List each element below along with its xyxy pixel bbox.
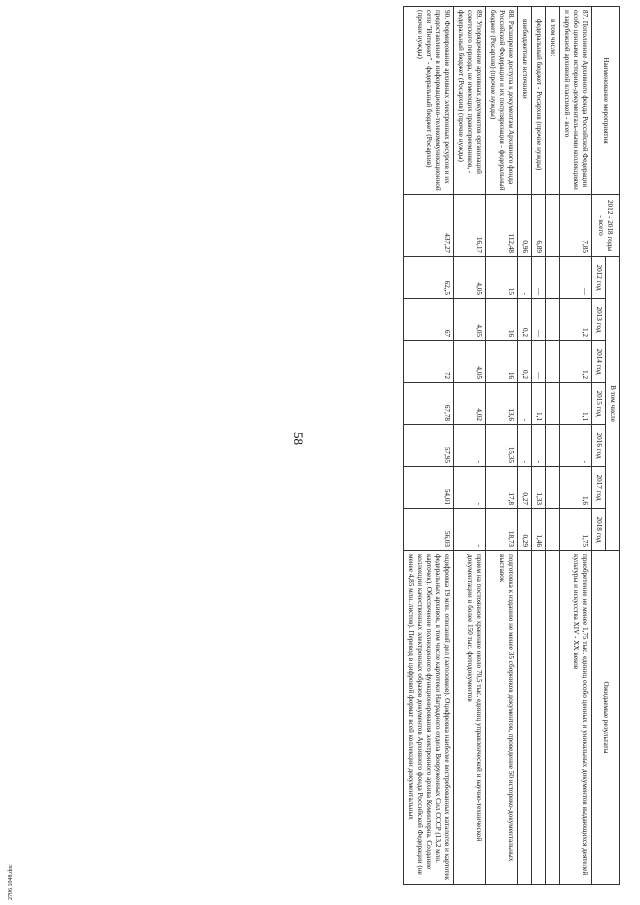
year-value: 54,01	[404, 467, 454, 509]
expected-result	[546, 551, 560, 885]
year-value: 0,27	[518, 467, 532, 509]
year-value: 18,73	[486, 509, 518, 551]
year-value	[546, 509, 560, 551]
year-value: 4,05	[454, 257, 486, 299]
header-year: 2018 год	[592, 509, 606, 551]
year-value: —	[532, 299, 546, 341]
year-value: -	[454, 467, 486, 509]
table-row	[560, 7, 592, 885]
year-value: 67	[404, 299, 454, 341]
table-body	[404, 7, 592, 885]
year-value: -	[518, 257, 532, 299]
year-value: 72	[404, 341, 454, 383]
year-value	[546, 425, 560, 467]
header-total: 2012 - 2018 годы - всего	[592, 195, 620, 257]
header-name: Наименование мероприятия	[592, 7, 620, 195]
year-value: 67,78	[404, 383, 454, 425]
year-value: 15	[486, 257, 518, 299]
table-row	[532, 7, 546, 885]
total-value: 437,27	[404, 195, 454, 257]
year-value: 17,8	[486, 467, 518, 509]
year-value: 15,35	[486, 425, 518, 467]
year-value: 4,02	[454, 383, 486, 425]
table-row	[518, 7, 532, 885]
expected-result: оцифровка 19 млн. описаний дел (заголовков). Оцифровка наиболее востребованных каталогов и картотек федеральных архивов, в том числе картотеки Наградного отдела Вооруженных Сил СССР (13,2 млн. карточек). Обеспечение полноценного функционирования электронного архива Коминтерна. Создание коллекции качественных электронных образов документов Архивного фонда Российской Федерации (не менее 4,85 млн. листов). Перевод в цифровой формат всей коллекции документальных	[404, 551, 454, 885]
year-value: —	[560, 257, 592, 299]
year-value	[546, 467, 560, 509]
measure-name: в том числе:	[546, 7, 560, 195]
table-row	[454, 7, 486, 885]
table-row	[404, 7, 454, 885]
measure-name: 89. Упорядочение архивных документов организаций советского периода, не имеющих правопреемников, - федеральный бюджет (Росархив) (прочие нужды)	[454, 7, 486, 195]
year-value: 1,46	[532, 509, 546, 551]
year-value: —	[532, 341, 546, 383]
year-value: 0,2	[518, 341, 532, 383]
expected-result: прием на постоянное хранение около 70,5 тыс. единиц управленческой и научно-технической документации и более 150 тыс. фотодокументов	[454, 551, 486, 885]
year-value	[546, 299, 560, 341]
measure-name: 87. Пополнение Архивного фонда Российской Федерации особо ценными историко-документаль-ными коллекциями и зарубежной архивной классикой - всего	[560, 7, 592, 195]
expected-result: приобретение не менее 1,75 тыс. единиц особо ценных и уникальных документов выдающихся деятелей культуры и искусства XIV - XX веков	[560, 551, 592, 885]
year-value: 16	[486, 341, 518, 383]
header-year: 2012 год	[592, 257, 606, 299]
header-year: 2014 год	[592, 341, 606, 383]
total-value: 6,89	[532, 195, 546, 257]
header-year: 2015 год	[592, 383, 606, 425]
year-value	[546, 341, 560, 383]
total-value: 7,85	[560, 195, 592, 257]
year-value: -	[518, 425, 532, 467]
year-value: 1,75	[560, 509, 592, 551]
year-value: -	[454, 509, 486, 551]
year-value: 4,05	[454, 299, 486, 341]
year-value: 1,33	[532, 467, 546, 509]
year-value: 1,1	[532, 383, 546, 425]
program-table-wrapper	[54, 6, 620, 884]
measure-name: федеральный бюджет - Росархив (прочие нужды)	[532, 7, 546, 195]
year-value	[546, 383, 560, 425]
year-value	[546, 257, 560, 299]
year-value: 62,,5	[404, 257, 454, 299]
page-number: 58	[291, 432, 306, 445]
measure-name: 88. Расширение доступа к документам Архивного фонда Российской Федерации и их популяризация - федеральный бюджет (Росархив) (прочие нужды)	[486, 7, 518, 195]
year-value: 0,29	[518, 509, 532, 551]
table-row	[546, 7, 560, 885]
year-value: —	[532, 257, 546, 299]
year-value: -	[532, 425, 546, 467]
header-year: 2013 год	[592, 299, 606, 341]
year-value: 1,6	[560, 467, 592, 509]
year-value: 1,2	[560, 341, 592, 383]
header-year: 2016 год	[592, 425, 606, 467]
total-value	[546, 195, 560, 257]
measure-name: 90. Формирование архивных электронных ресурсов и их предоставление в информационно-телекоммуникационной сети "Интернет" - федеральный бюджет (Росархив) (прочие нужды)	[404, 7, 454, 195]
table-row	[486, 7, 518, 885]
total-value: 16,17	[454, 195, 486, 257]
year-value: 1,2	[560, 299, 592, 341]
year-value: 13,6	[486, 383, 518, 425]
year-value: 0,2	[518, 299, 532, 341]
header-year: 2017 год	[592, 467, 606, 509]
expected-result: подготовка к изданию не менее 35 сборников документов, проведение 50 историко-документальных выставок	[486, 551, 518, 885]
total-value: 112,48	[486, 195, 518, 257]
year-value: 16	[486, 299, 518, 341]
year-value: 56,03	[404, 509, 454, 551]
total-value: 0,96	[518, 195, 532, 257]
year-value: -	[454, 425, 486, 467]
program-table	[403, 6, 620, 885]
expected-result	[518, 551, 532, 885]
year-value: -	[518, 383, 532, 425]
year-value: 4,05	[454, 341, 486, 383]
expected-result	[532, 551, 546, 885]
footer-code: 2706 1048.doc	[8, 864, 14, 900]
measure-name: внебюджетные источники	[518, 7, 532, 195]
year-value: 1,1	[560, 383, 592, 425]
header-including: В том числе	[606, 257, 620, 551]
header-results: Ожидаемые результаты	[592, 551, 620, 885]
year-value: 57,95	[404, 425, 454, 467]
year-value: -	[560, 425, 592, 467]
